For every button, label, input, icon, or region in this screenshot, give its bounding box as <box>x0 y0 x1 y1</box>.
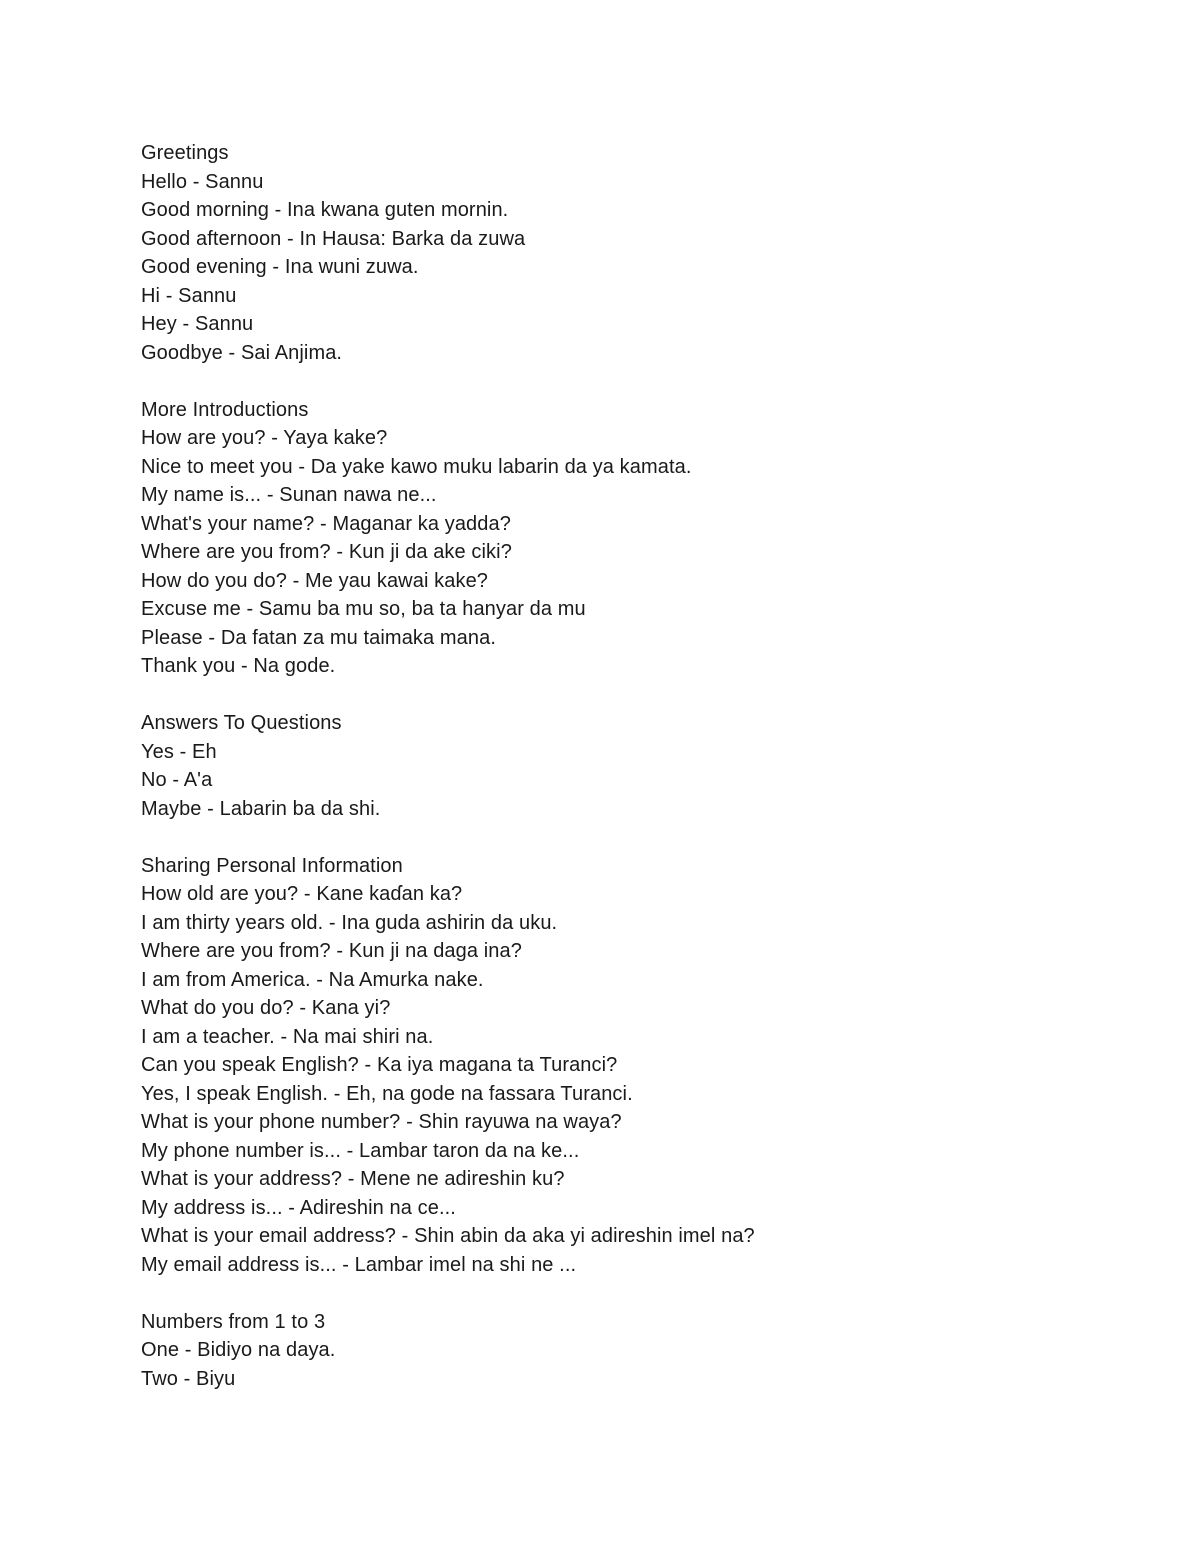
section-answers-to-questions <box>141 709 1141 823</box>
section-more-introductions <box>141 396 1141 681</box>
phrase-line: My email address is... - Lambar imel na shi ne ... <box>141 1253 577 1276</box>
phrase-line: Good evening - Ina wuni zuwa. <box>141 256 419 278</box>
phrase-line: No - A'a <box>141 769 213 791</box>
phrase-line: Where are you from? - Kun ji na daga ina? <box>141 940 522 962</box>
phrase-line: Good morning - Ina kwana guten mornin. <box>141 199 509 221</box>
phrase-line: How do you do? - Me yau kawai kake? <box>141 569 489 592</box>
phrase-line: How old are you? - Kane kaɗan ka? <box>141 883 463 905</box>
phrase-line: What is your phone number? - Shin rayuwa na waya? <box>141 1111 622 1133</box>
section-heading: Answers To Questions <box>141 712 342 734</box>
phrase-line: Nice to meet you - Da yake kawo muku labarin da ya kamata. <box>141 455 692 478</box>
phrase-line: What's your name? - Maganar ka yadda? <box>141 512 511 535</box>
phrase-line: Thank you - Na gode. <box>141 655 336 677</box>
section-heading: Greetings <box>141 142 229 164</box>
phrase-line: Maybe - Labarin ba da shi. <box>141 797 381 820</box>
phrase-line: What is your address? - Mene ne adireshin ku? <box>141 1168 565 1190</box>
section-sharing-personal-information <box>141 852 1141 1280</box>
document-page <box>141 139 1141 1422</box>
phrase-line: Hi - Sannu <box>141 284 237 307</box>
phrase-line: Hello - Sannu <box>141 170 264 193</box>
phrase-line: My name is... - Sunan nawa ne... <box>141 484 437 506</box>
phrase-line: What is your email address? - Shin abin da aka yi adireshin imel na? <box>141 1225 755 1247</box>
phrase-line: Where are you from? - Kun ji da ake ciki? <box>141 541 512 563</box>
phrase-line: My phone number is... - Lambar taron da na ke... <box>141 1139 580 1162</box>
phrase-line: I am a teacher. - Na mai shiri na. <box>141 1025 434 1048</box>
phrase-line: Yes - Eh <box>141 740 217 763</box>
phrase-line: My address is... - Adireshin na ce... <box>141 1196 456 1219</box>
section-heading: Sharing Personal Information <box>141 854 403 877</box>
phrase-line: How are you? - Yaya kake? <box>141 427 388 449</box>
section-heading: More Introductions <box>141 398 309 421</box>
phrase-line: Excuse me - Samu ba mu so, ba ta hanyar da mu <box>141 598 586 620</box>
phrase-line: One - Bidiyo na daya. <box>141 1339 336 1361</box>
phrase-line: What do you do? - Kana yi? <box>141 997 391 1019</box>
phrase-line: Goodbye - Sai Anjima. <box>141 341 343 364</box>
phrase-line: Please - Da fatan za mu taimaka mana. <box>141 626 496 649</box>
section-greetings <box>141 139 1141 367</box>
phrase-line: Can you speak English? - Ka iya magana ta Turanci? <box>141 1054 618 1076</box>
phrase-line: I am thirty years old. - Ina guda ashirin da uku. <box>141 911 558 934</box>
section-heading: Numbers from 1 to 3 <box>141 1310 326 1333</box>
section-numbers <box>141 1308 1141 1394</box>
phrase-line: I am from America. - Na Amurka nake. <box>141 968 484 991</box>
phrase-line: Hey - Sannu <box>141 313 254 335</box>
phrase-line: Good afternoon - In Hausa: Barka da zuwa <box>141 227 526 250</box>
phrase-line: Two - Biyu <box>141 1367 236 1390</box>
phrase-line: Yes, I speak English. - Eh, na gode na fassara Turanci. <box>141 1082 633 1105</box>
